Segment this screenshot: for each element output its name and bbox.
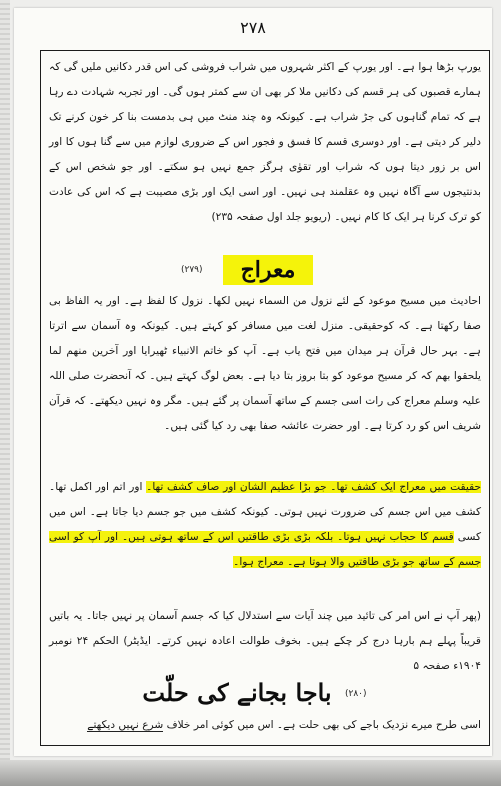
- music-plain-text: اسی طرح میرے نزدیک باجے کی بھی حلت ہے۔ اس میں کوئی امر خلاف: [166, 719, 481, 731]
- heading-music: باجا بجانے کی حلّت: [142, 678, 332, 707]
- page-number: ۲۷۸: [240, 18, 266, 37]
- highlighted-kashf-1: حقیقت میں معراج ایک کشف تھا۔ جو بڑا عظیم الشان اور صاف کشف تھا۔: [146, 481, 482, 493]
- book-page: [14, 8, 492, 756]
- paragraph-editor-note: (پھر آپ نے اس امر کی تائید میں چند آیات سے استدلال کیا کہ جسم آسمان پر نہیں جاتا۔ یہ باتیں قریباً پہلے ہم بارہا درج کر چکے ہیں۔ بخوف طوالت اعادہ نہیں کرتے۔ ایڈیٹر) الحکم ۲۴ نومبر ۱۹۰۴ء صفحہ ۵: [49, 610, 481, 672]
- heading-miraj: معراج: [223, 255, 313, 285]
- scan-edge: [0, 0, 10, 786]
- highlighted-kashf-2: قسم کا حجاب نہیں ہوتا۔ بلکہ بڑی بڑی طاقتیں اس کے ساتھ ہوتی ہیں۔ اور آپ کو اسی جسم کے ساتھ جو بڑی طاقتیں والا ہوتا ہے۔ معراج ہوا۔: [49, 531, 481, 568]
- music-underlined-text: شرع نہیں دیکھتے: [87, 719, 164, 731]
- paragraph-hadith: احادیث میں مسیح موعود کے لئے نزول من السماء نہیں لکھا۔ نزول کا لفظ ہے۔ اور یہ الفاظ بی صفا رکھتا ہے۔ کہ کوحقیقی۔ منزل لغت میں مسافر کو کہتے ہیں۔ کیونکہ وہ آسمان سے اترتا ہے۔ بہر حال قرآن ہر میدان میں فتح یاب ہے۔ آپ کو خاتم الانبیاء ٹھیرایا اور آخرین منھم لما یلحقوا بھم کہ کر مسیح موعود کو بتا بروز بتا دیا ہے۔ بعض لوگ کہتے ہیں۔ کہ آنحضرت صلی اللہ علیہ وسلم معراج کی رات اسی جسم کے ساتھ آسمان پر گئے ہیں۔ مگر وہ نہیں دیکھتے۔ کہ قرآن شریف اس کو رد کرتا ہے۔ اور حضرت عائشہ صفا بھی رد کیا گئی ہیں۔: [49, 295, 481, 432]
- heading-miraj-ref: (۲۷۹): [181, 265, 203, 275]
- kashf-plain-text: کشف میں اس جسم کی ضرورت نہیں ہوتی۔ کیونکہ کشف میں جو جسم دیا جاتا ہے۔ اس میں کسی: [49, 506, 482, 543]
- paragraph-kashf: [49, 475, 481, 575]
- heading-miraj-section: [41, 251, 489, 291]
- scan-bottom-edge: [0, 760, 501, 786]
- heading-music-ref: (۲۸۰): [345, 689, 367, 699]
- paragraph-alcohol: یورپ بڑھا ہوا ہے۔ اور یورپ کے اکثر شہروں میں شراب فروشی کی اس قدر دکانیں ملیں گی کہ ہمارے قصبوں کی ہر قسم کی دکانیں ملا کر بھی ان سے کمتر ہوں گی۔ اور تجربہ شہادت دے رہا ہے کہ تمام گناہوں کی جڑ شراب ہے۔ کیونکہ وہ چند منٹ میں ہی بدمست بنا کر خون کرنے تک دلیر کر دیتی ہے۔ اور دوسری قسم کا فسق و فجور اس کے ضروری لوازم میں سے گنا ہوں کا اور اس بر زور دیتا ہوں کہ شراب اور تقوٰی ہرگز جمع نہیں ہو سکتے۔ اور جو شخص اس کے بدنتیجوں سے آگاہ نہیں وہ عقلمند ہی نہیں۔ اور اسی ایک اور بڑی مصیبت ہے کہ اس کی عادت کو ترک کرنا ہر ایک کا کام نہیں۔ (ریویو جلد اول صفحہ ۲۳۵): [49, 61, 481, 223]
- paragraph-music: [49, 713, 481, 738]
- kashf-mid-text: اور اتم اور اکمل تھا۔: [49, 481, 143, 493]
- heading-music-section: [41, 671, 489, 715]
- text-frame: [40, 50, 490, 746]
